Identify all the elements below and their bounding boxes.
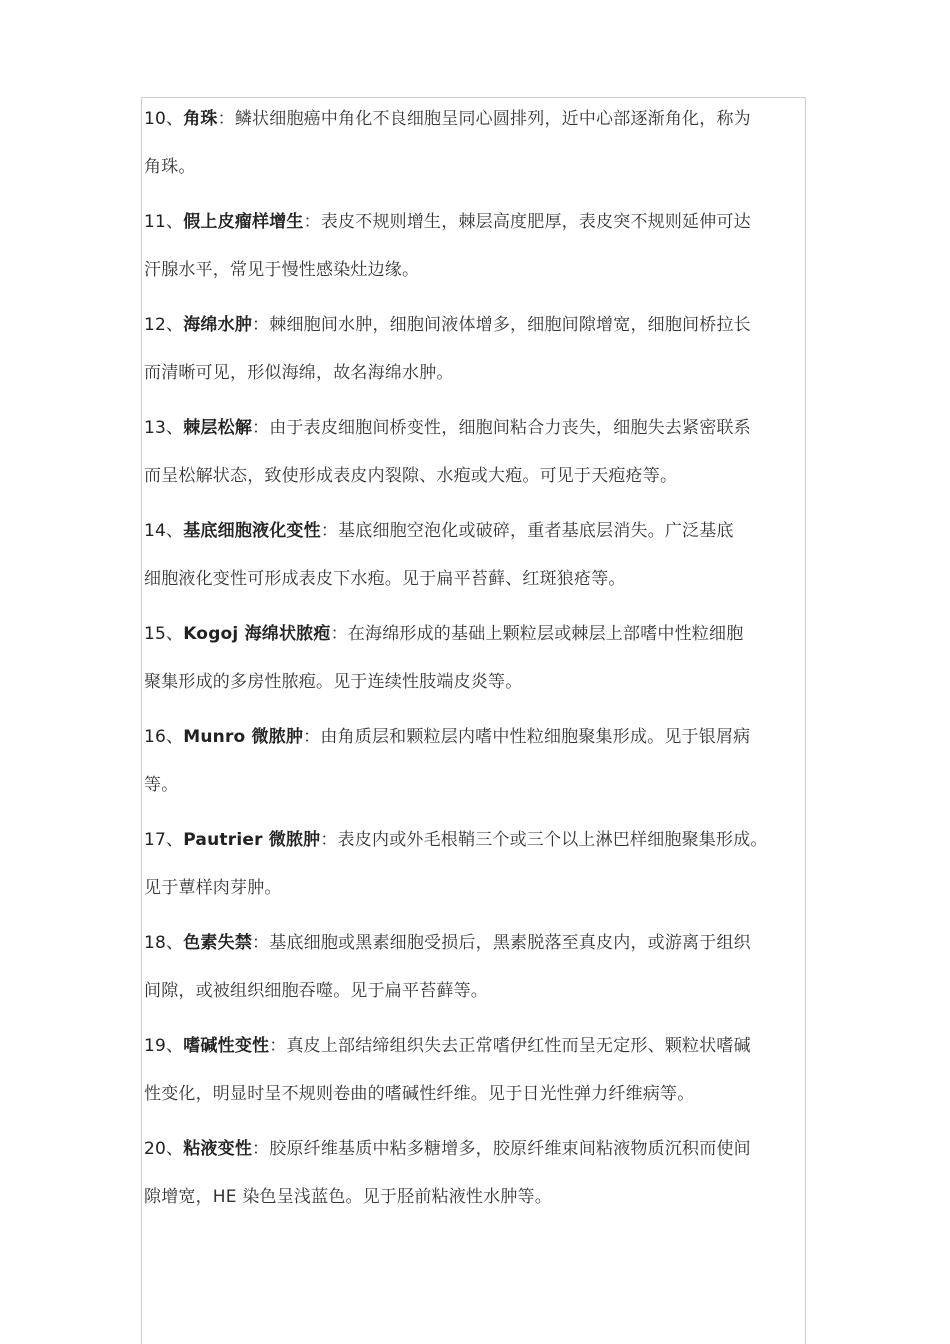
entry-definition: 表皮不规则增生，棘层高度肥厚，表皮突不规则延伸可达 bbox=[320, 212, 751, 232]
entry-definition: 棘细胞间水肿，细胞间液体增多，细胞间隙增宽，细胞间桥拉长 bbox=[269, 315, 751, 335]
glossary-entry-13 bbox=[144, 406, 814, 509]
glossary-list bbox=[144, 97, 814, 1230]
entry-line-1 bbox=[144, 828, 768, 852]
entry-line-2: 性变化，明显时呈不规则卷曲的嗜碱性纤维。见于日光性弹力纤维病等。 bbox=[144, 1084, 695, 1104]
entry-separator: ： bbox=[252, 315, 270, 335]
entry-term: 嗜碱性变性 bbox=[183, 1036, 270, 1056]
entry-number: 20、 bbox=[144, 1139, 184, 1159]
glossary-entry-20 bbox=[144, 1127, 814, 1230]
entry-separator: ： bbox=[303, 727, 321, 747]
entry-definition: 基底细胞或黑素细胞受损后，黑素脱落至真皮内，或游离于组织 bbox=[269, 933, 751, 953]
entry-definition: 基底细胞空泡化或破碎，重者基底层消失。广泛基底 bbox=[338, 521, 734, 541]
entry-line-1 bbox=[144, 1034, 751, 1058]
entry-separator: ： bbox=[269, 1036, 287, 1056]
entry-line-1 bbox=[144, 210, 751, 234]
entry-term: 粘液变性 bbox=[183, 1139, 253, 1159]
glossary-entry-12 bbox=[144, 303, 814, 406]
entry-term: 角珠 bbox=[183, 109, 218, 129]
entry-term: 色素失禁 bbox=[183, 933, 253, 953]
entry-line-2: 聚集形成的多房性脓疱。见于连续性肢端皮炎等。 bbox=[144, 672, 523, 692]
entry-definition: 在海绵形成的基础上颗粒层或棘层上部嗜中性粒细胞 bbox=[347, 624, 744, 644]
entry-line-2: 而呈松解状态，致使形成表皮内裂隙、水疱或大疱。可见于天疱疮等。 bbox=[144, 466, 678, 486]
entry-separator: ： bbox=[217, 109, 235, 129]
entry-number: 13、 bbox=[144, 418, 184, 438]
entry-line-1 bbox=[144, 931, 751, 955]
glossary-entry-14 bbox=[144, 509, 814, 612]
entry-number: 18、 bbox=[144, 933, 184, 953]
glossary-entry-11 bbox=[144, 200, 814, 303]
entry-line-2: 隙增宽，HE 染色呈浅蓝色。见于胫前粘液性水肿等。 bbox=[144, 1187, 552, 1207]
entry-line-1 bbox=[144, 519, 734, 543]
entry-separator: ： bbox=[252, 418, 270, 438]
entry-separator: ： bbox=[252, 933, 270, 953]
entry-separator: ： bbox=[320, 521, 339, 541]
entry-number: 11、 bbox=[144, 212, 184, 232]
entry-separator: ： bbox=[330, 624, 348, 644]
entry-line-1 bbox=[144, 1137, 751, 1161]
glossary-entry-10 bbox=[144, 97, 814, 200]
entry-line-2: 而清晰可见，形似海绵，故名海绵水肿。 bbox=[144, 363, 454, 383]
glossary-entry-18 bbox=[144, 921, 814, 1024]
entry-number: 15、 bbox=[144, 624, 184, 644]
entry-definition: 由于表皮细胞间桥变性，细胞间粘合力丧失，细胞失去紧密联系 bbox=[269, 418, 751, 438]
glossary-entry-15 bbox=[144, 612, 814, 715]
entry-term: Kogoj 海绵状脓疱 bbox=[183, 624, 331, 644]
entry-line-1 bbox=[144, 725, 750, 749]
glossary-entry-16 bbox=[144, 715, 814, 818]
entry-term: Pautrier 微脓肿 bbox=[183, 830, 321, 850]
entry-term: 基底细胞液化变性 bbox=[183, 521, 321, 541]
entry-number: 14、 bbox=[144, 521, 184, 541]
entry-definition: 由角质层和颗粒层内嗜中性粒细胞聚集形成。见于银屑病 bbox=[320, 727, 751, 747]
entry-separator: ： bbox=[303, 212, 321, 232]
entry-definition: 胶原纤维基质中粘多糖增多，胶原纤维束间粘液物质沉积而使间 bbox=[269, 1139, 751, 1159]
entry-separator: ： bbox=[320, 830, 338, 850]
entry-line-1 bbox=[144, 313, 751, 337]
entry-definition: 真皮上部结缔组织失去正常嗜伊红性而呈无定形、颗粒状嗜碱 bbox=[286, 1036, 751, 1056]
entry-line-2: 等。 bbox=[144, 775, 179, 795]
entry-number: 16、 bbox=[144, 727, 184, 747]
entry-number: 17、 bbox=[144, 830, 184, 850]
entry-term: 棘层松解 bbox=[183, 418, 253, 438]
entry-line-1 bbox=[144, 416, 751, 440]
entry-line-2: 角珠。 bbox=[144, 157, 196, 177]
glossary-entry-19 bbox=[144, 1024, 814, 1127]
entry-separator: ： bbox=[252, 1139, 270, 1159]
entry-definition: 表皮内或外毛根鞘三个或三个以上淋巴样细胞聚集形成。 bbox=[337, 830, 768, 850]
entry-term: 假上皮瘤样增生 bbox=[183, 212, 304, 232]
entry-definition: 鳞状细胞癌中角化不良细胞呈同心圆排列，近中心部逐渐角化，称为 bbox=[234, 109, 751, 129]
entry-term: 海绵水肿 bbox=[183, 315, 253, 335]
entry-line-2: 汗腺水平，常见于慢性感染灶边缘。 bbox=[144, 260, 420, 280]
entry-term: Munro 微脓肿 bbox=[183, 727, 304, 747]
entry-line-2: 见于蕈样肉芽肿。 bbox=[144, 878, 282, 898]
entry-line-1 bbox=[144, 107, 751, 131]
entry-number: 10、 bbox=[144, 109, 184, 129]
entry-line-2: 间隙，或被组织细胞吞噬。见于扁平苔藓等。 bbox=[144, 981, 488, 1001]
glossary-entry-17 bbox=[144, 818, 814, 921]
entry-number: 19、 bbox=[144, 1036, 184, 1056]
entry-number: 12、 bbox=[144, 315, 184, 335]
entry-line-1 bbox=[144, 622, 743, 646]
entry-line-2: 细胞液化变性可形成表皮下水疱。见于扁平苔藓、红斑狼疮等。 bbox=[144, 569, 626, 589]
